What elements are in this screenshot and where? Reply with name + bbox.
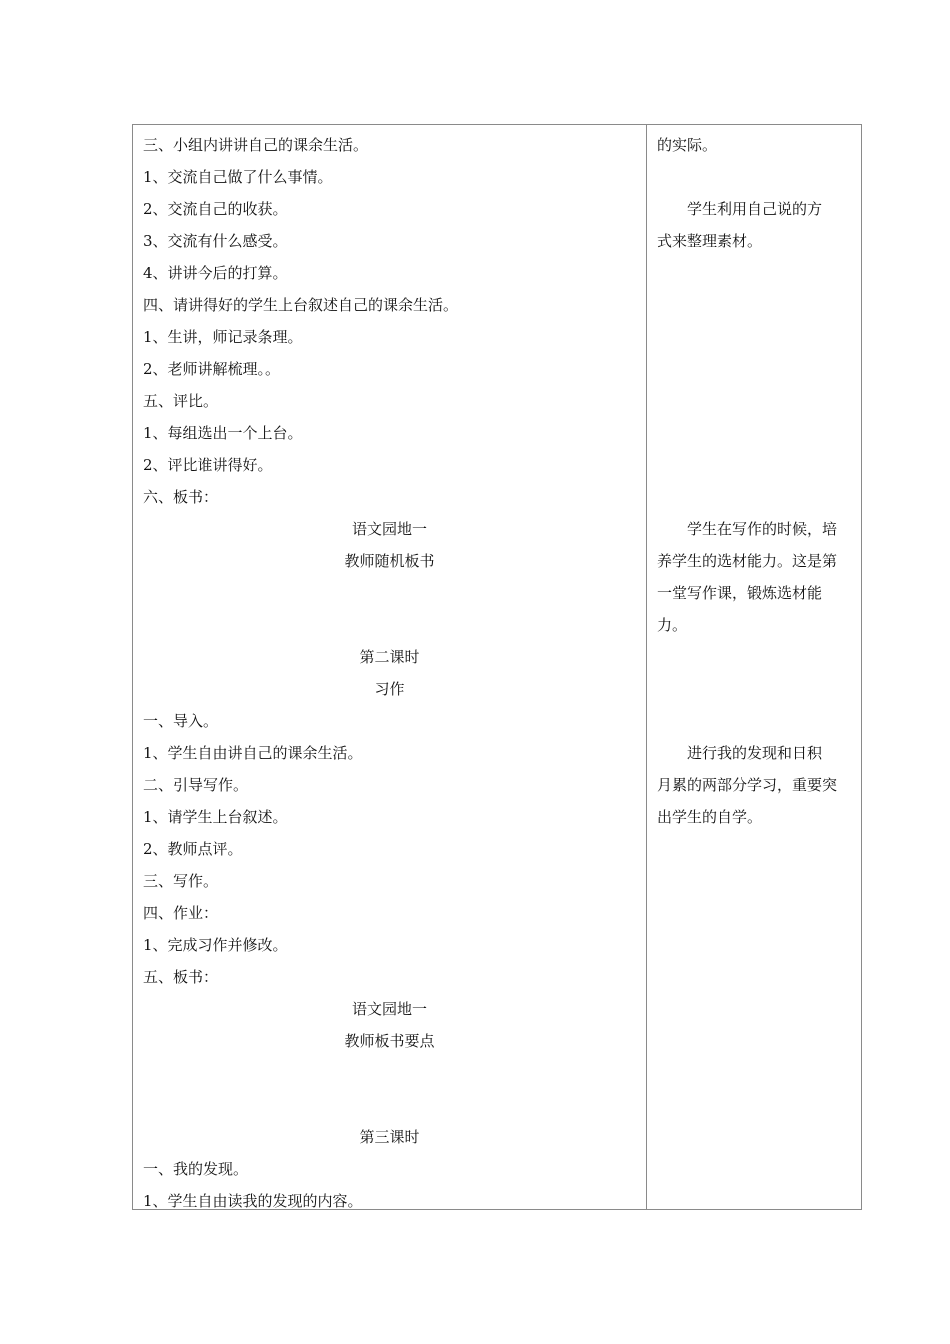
note-text-line: 力。 (657, 616, 688, 634)
main-text-line: 1、学生自由读我的发现的内容。 (143, 1192, 363, 1210)
note-text-line: 养学生的选材能力。这是第 (657, 552, 838, 570)
main-text-line: 第三课时 (359, 1128, 420, 1146)
note-text-line: 式来整理素材。 (657, 232, 763, 250)
main-text-line: 一、导入。 (143, 712, 219, 730)
main-text-line: 1、生讲，师记录条理。 (143, 328, 303, 346)
lesson-plan-table (132, 124, 862, 1210)
main-text-line: 四、作业： (143, 904, 219, 922)
main-text-line: 六、板书： (143, 488, 219, 506)
main-text-line: 2、评比谁讲得好。 (143, 456, 273, 474)
note-text-line: 的实际。 (657, 136, 718, 154)
main-text-line: 2、教师点评。 (143, 840, 243, 858)
main-text-line: 1、交流自己做了什么事情。 (143, 168, 333, 186)
main-text-line: 五、评比。 (143, 392, 219, 410)
main-text-line: 教师随机板书 (344, 552, 435, 570)
main-text-line: 1、每组选出一个上台。 (143, 424, 303, 442)
main-text-line: 语文园地一 (351, 1000, 427, 1018)
note-text-line: 出学生的自学。 (657, 808, 763, 826)
main-text-line: 一、我的发现。 (143, 1160, 249, 1178)
main-text-line: 三、写作。 (143, 872, 219, 890)
main-text-line: 习作 (374, 680, 405, 698)
main-text-line: 2、老师讲解梳理。。 (143, 360, 281, 378)
main-text-line: 1、学生自由讲自己的课余生活。 (143, 744, 363, 762)
main-text-line: 2、交流自己的收获。 (143, 200, 288, 218)
main-text-line: 第二课时 (359, 648, 420, 666)
note-text-line: 学生在写作的时候，培 (687, 520, 838, 538)
main-text-line: 二、引导写作。 (143, 776, 249, 794)
main-text-line: 教师板书要点 (344, 1032, 435, 1050)
main-text-line: 三、小组内讲讲自己的课余生活。 (143, 136, 369, 154)
note-text-line: 月累的两部分学习，重要突 (657, 776, 838, 794)
main-text-line: 1、完成习作并修改。 (143, 936, 288, 954)
main-text-line: 四、请讲得好的学生上台叙述自己的课余生活。 (143, 296, 459, 314)
main-text-line: 4、讲讲今后的打算。 (143, 264, 288, 282)
main-text-line: 语文园地一 (351, 520, 427, 538)
main-text-line: 1、请学生上台叙述。 (143, 808, 288, 826)
main-text-line: 五、板书： (143, 968, 219, 986)
note-text-line: 一堂写作课，锻炼选材能 (657, 584, 823, 602)
note-text-line: 学生利用自己说的方 (687, 200, 823, 218)
main-text-line: 3、交流有什么感受。 (143, 232, 288, 250)
teaching-process-column (133, 125, 646, 1209)
design-notes-column (647, 125, 861, 1209)
note-text-line: 进行我的发现和日积 (687, 744, 823, 762)
